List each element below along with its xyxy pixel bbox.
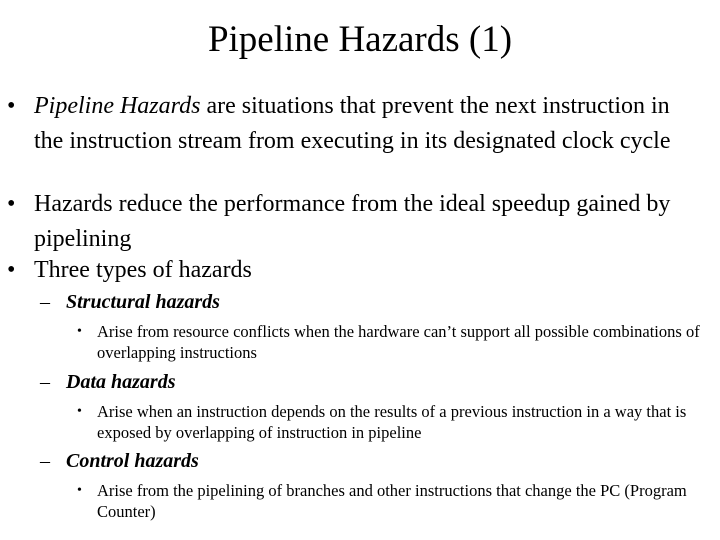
sub-bullet-marker: •: [77, 404, 82, 419]
hazard-detail-text: Arise when an instruction depends on the results of a previous instruction in a way that is exposed by overlapping of instruction in pipeline: [97, 402, 687, 442]
dash-marker: –: [40, 450, 50, 472]
bullet-hazards-reduce-performance: [7, 187, 694, 256]
hazard-detail-control: [77, 480, 709, 522]
bullet-pipeline-hazards-definition: [7, 89, 694, 158]
bullet-three-types: [7, 253, 694, 288]
hazard-detail-text: Arise from the pipelining of branches and other instructions that change the PC (Program Counter): [97, 481, 687, 521]
hazard-detail-text: Arise from resource conflicts when the hardware can’t support all possible combinations of overlapping instructions: [97, 322, 700, 362]
sub-bullet-marker: •: [77, 483, 82, 498]
hazard-type-name: Data hazards: [66, 371, 176, 393]
bullet-body: are situations that prevent the next instruction in the instruction stream from executing in its designated clock cycle: [34, 93, 671, 154]
hazard-detail-structural: [77, 321, 709, 363]
hazard-detail-data: [77, 401, 709, 443]
hazard-type-control: [40, 448, 706, 474]
hazard-type-name: Control hazards: [66, 450, 199, 472]
bullet-marker: •: [7, 257, 16, 283]
hazard-type-name: Structural hazards: [66, 291, 220, 313]
bullet-body: Three types of hazards: [34, 257, 252, 283]
hazard-type-data: [40, 369, 706, 395]
bullet-body: Hazards reduce the performance from the ideal speedup gained by pipelining: [34, 191, 671, 252]
sub-bullet-marker: •: [77, 324, 82, 339]
hazard-type-structural: [40, 289, 706, 315]
dash-marker: –: [40, 291, 50, 313]
bullet-marker: •: [7, 191, 16, 217]
slide-title: Pipeline Hazards (1): [207, 19, 513, 60]
dash-marker: –: [40, 371, 50, 393]
bullet-marker: •: [7, 93, 16, 119]
emphasis-term: Pipeline Hazards: [34, 93, 201, 119]
bullet-text: [34, 89, 694, 158]
